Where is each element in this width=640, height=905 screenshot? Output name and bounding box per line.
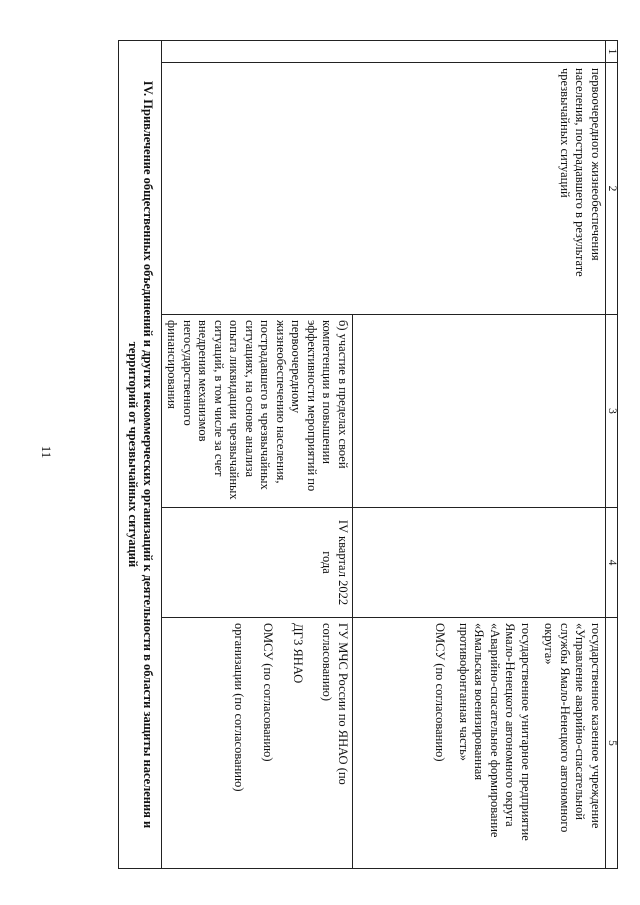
column-number: 3 (606, 315, 618, 508)
executor-entry: государственное унитарное предприятие Ямало-Ненецкого автономного округа «Аварийно-спасательное формирование «Ямальская военизированная противофонтанная часть» (457, 623, 533, 841)
subitem-deadline-cell (162, 508, 353, 618)
column-number-row (606, 41, 618, 869)
measure-name-cell (162, 63, 606, 315)
executor-entry: ДГЗ ЯНАО (291, 623, 305, 684)
executors-cell (353, 618, 606, 869)
column-number: 2 (606, 63, 618, 315)
executor-entry: ОМСУ (по согласованию) (433, 623, 448, 762)
subitem-content-cell (162, 315, 353, 508)
page-number: 11 (39, 445, 54, 459)
column-number: 4 (606, 508, 618, 618)
deadline-cell (353, 508, 606, 618)
rotated-page-content (126, 40, 618, 868)
measure-name-text: первоочередного жизнеобеспечения населения, пострадавшего в результате чрезвычайных ситуаций (558, 68, 603, 277)
section-heading-row (119, 41, 162, 869)
executor-entry: организации (по согласованию) (232, 623, 246, 792)
executor-entry: ОМСУ (по согласованию) (261, 623, 276, 762)
measure-content-cell (353, 315, 606, 508)
continued-row (353, 41, 606, 869)
executor-entry: государственное казенное учреждение «Управление аварийно-спасательной службы Ямало-Ненецкого автономного округа» (542, 623, 603, 833)
item-number-cell (162, 41, 606, 63)
deadline-text: IV квартал 2022 года (320, 519, 350, 606)
measures-table (118, 40, 618, 869)
column-number: 1 (606, 41, 618, 63)
executor-entry: ГУ МЧС России по ЯНАО (по согласованию) (320, 623, 350, 785)
subitem-text: б) участие в пределах своей компетенции в повышении эффективности мероприятий по первоочередному жизнеобеспечению населения, пострадавшего в чрезвычайных ситуациях, на основе анализа опыта ликвидации чрезвычайных ситуаций, в том числе за счет внедрения механизмов негосударственного финансирования (165, 320, 350, 500)
subitem-executors-cell (162, 618, 353, 869)
column-number: 5 (606, 618, 618, 869)
section-heading: IV. Привлечение общественных объединений и других некоммерческих организаций к деятельности в области защиты населения и территорий от чрезвычайных ситуаций (119, 41, 162, 869)
